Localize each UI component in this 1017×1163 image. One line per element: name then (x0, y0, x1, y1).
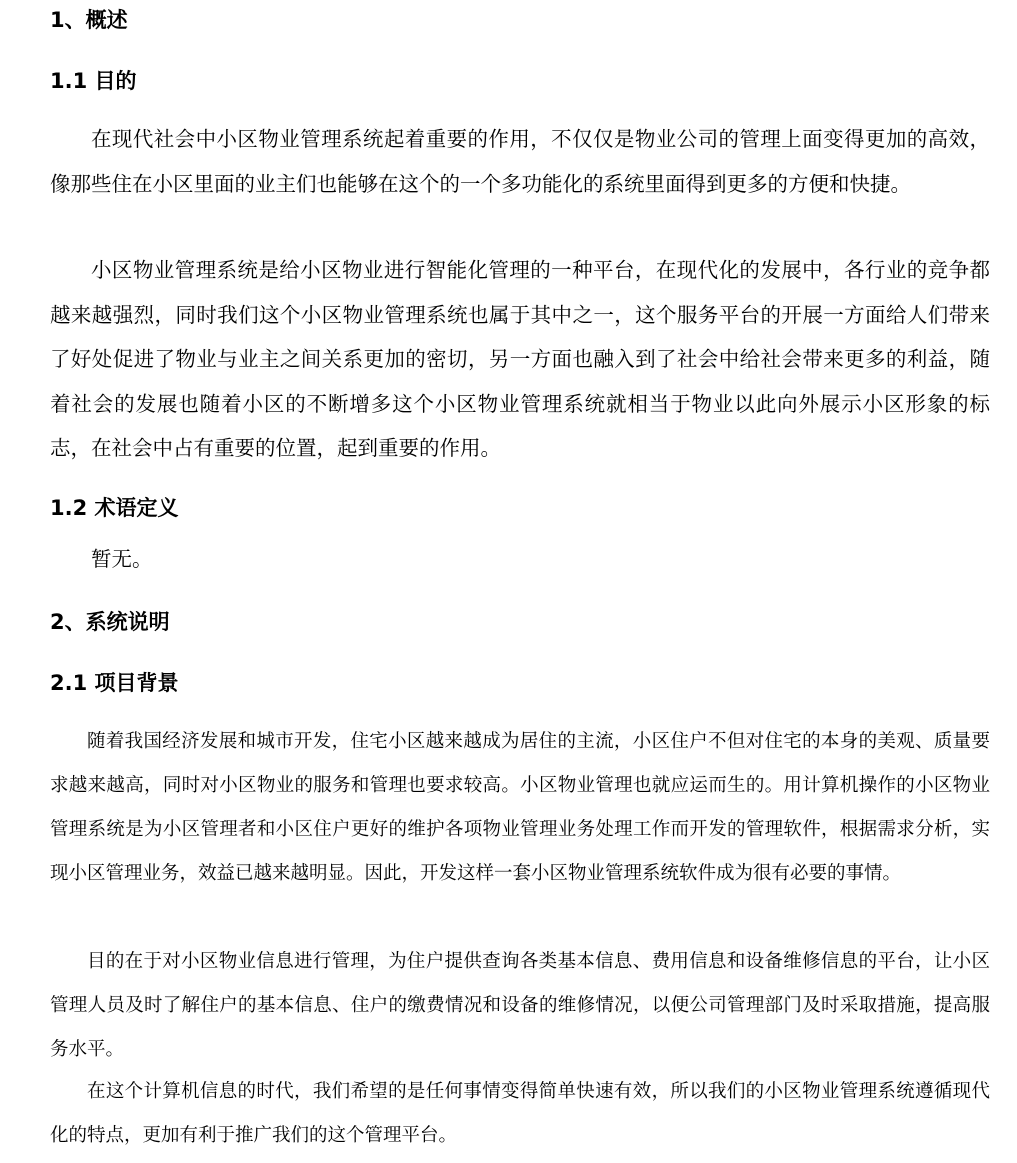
section-heading-overview: 1、概述 (50, 8, 128, 32)
section-heading-system-description: 2、系统说明 (50, 610, 170, 634)
background-paragraph-2: 目的在于对小区物业信息进行管理，为住户提供查询各类基本信息、费用信息和设备维修信息的平台，让小区管理人员及时了解住户的基本信息、住户的缴费情况和设备的维修情况，以便公司管理部门及时采取措施，提高服务水平。 (50, 951, 990, 1060)
background-paragraph-1: 随着我国经济发展和城市开发，住宅小区越来越成为居住的主流，小区住户不但对住宅的本身的美观、质量要求越来越高，同时对小区物业的服务和管理也要求较高。小区物业管理也就应运而生的。用计算机操作的小区物业管理系统是为小区管理者和小区住户更好的维护各项物业管理业务处理工作而开发的管理软件，根据需求分析，实现小区管理业务，效益已越来越明显。因此，开发这样一套小区物业管理系统软件成为很有必要的事情。 (50, 731, 990, 884)
subsection-heading-background: 2.1 项目背景 (50, 671, 179, 695)
background-paragraph-3: 在这个计算机信息的时代，我们希望的是任何事情变得简单快速有效，所以我们的小区物业管理系统遵循现代化的特点，更加有利于推广我们的这个管理平台。 (50, 1081, 990, 1146)
purpose-paragraph-2: 小区物业管理系统是给小区物业进行智能化管理的一种平台，在现代化的发展中，各行业的竞争都越来越强烈，同时我们这个小区物业管理系统也属于其中之一，这个服务平台的开展一方面给人们带来了好处促进了物业与业主之间关系更加的密切，另一方面也融入到了社会中给社会带来更多的利益，随着社会的发展也随着小区的不断增多这个小区物业管理系统就相当于物业以此向外展示小区形象的标志，在社会中占有重要的位置，起到重要的作用。 (50, 258, 990, 460)
terms-paragraph: 暂无。 (91, 547, 153, 571)
subsection-heading-terms: 1.2 术语定义 (50, 496, 179, 520)
purpose-paragraph-1: 在现代社会中小区物业管理系统起着重要的作用，不仅仅是物业公司的管理上面变得更加的高效，像那些住在小区里面的业主们也能够在这个的一个多功能化的系统里面得到更多的方便和快捷。 (50, 127, 990, 196)
subsection-heading-purpose: 1.1 目的 (50, 69, 137, 93)
